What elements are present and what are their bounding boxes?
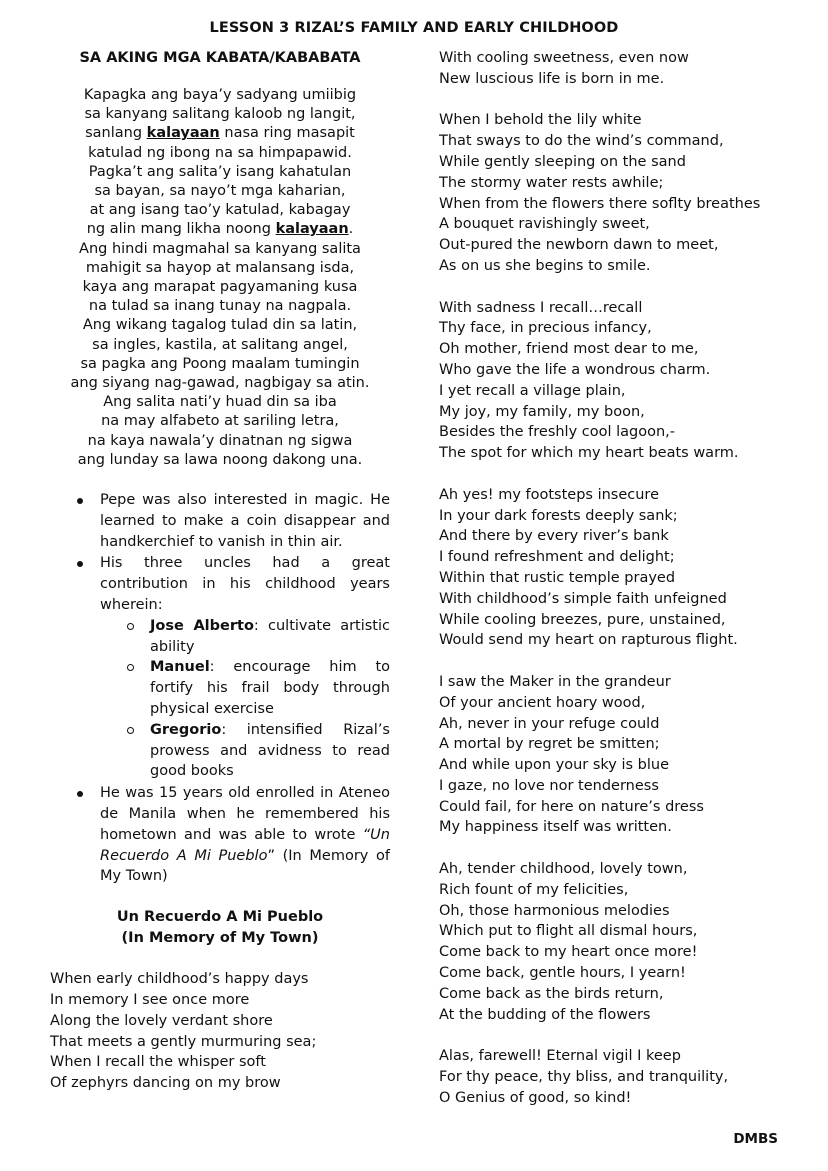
uncle-item <box>100 616 390 658</box>
stanza-line: Come back as the birds return, <box>439 985 664 1002</box>
stanza-line: With cooling sweetness, even now <box>439 50 689 66</box>
stanza-line: With sadness I recall…recall <box>439 299 643 316</box>
uncle-desc: : encourage him to fortify his frail body through physical exercise <box>150 659 390 718</box>
poem1-line: ang siyang nag-gawad, nagbigay sa atin. <box>70 375 370 392</box>
bullet-ateneo-poem-name: “Un Recuerdo A Mi Pueblo <box>100 826 390 864</box>
left-column <box>50 48 390 1094</box>
uncle-name: Gregorio <box>150 721 222 738</box>
stanza-line: Oh mother, friend most dear to me, <box>439 341 699 358</box>
stanza-line: I found refreshment and delight; <box>439 549 675 566</box>
stanza-line: Out-pured the newborn dawn to meet, <box>439 237 719 254</box>
bullet-uncles-text: His three uncles had a great contribution in his childhood years wherein: <box>100 555 390 614</box>
poem1-line: Ang wikang tagalog tulad din sa latin, <box>82 317 358 334</box>
uncle-item <box>100 657 390 719</box>
stanza-line: Alas, farewell! Eternal vigil I keep <box>439 1048 681 1065</box>
stanza-line: Which put to flight all dismal hours, <box>439 923 698 940</box>
stanza <box>439 48 814 90</box>
stanza-line: My joy, my family, my boon, <box>439 403 645 420</box>
stanza-line: Ah, never in your refuge could <box>439 715 660 732</box>
stanza-line: Rich fount of my felicities, <box>439 881 629 898</box>
poem1-line: katulad ng ibong na sa himpapawid. <box>88 144 352 161</box>
stanza-line: A mortal by regret be smitten; <box>439 736 660 753</box>
bullet-ateneo-text: He was 15 years old enrolled in Ateneo de Manila when he remembered his hometown and was able to wrote <box>100 785 390 843</box>
uncles-list <box>100 616 390 782</box>
uncle-name: Jose Alberto <box>150 617 254 634</box>
bullet-dot <box>77 791 83 797</box>
stanza-line: While gently sleeping on the sand <box>439 153 686 170</box>
stanza-line: At the budding of the flowers <box>439 1006 651 1023</box>
poem2-line: When early childhood’s happy days <box>50 971 309 988</box>
poem2-title-line1: Un Recuerdo A Mi Pueblo <box>116 909 324 926</box>
stanza-line: Would send my heart on rapturous flight. <box>439 632 738 649</box>
poem1-line: na tulad sa inang tunay na nagpala. <box>88 298 352 315</box>
stanza-line: Come back to my heart once more! <box>439 944 698 961</box>
stanza-line: Come back, gentle hours, I yearn! <box>439 965 686 982</box>
bullet-magic-text: Pepe was also interested in magic. He learned to make a coin disappear and handkerchief to vanish in thin air. <box>100 492 390 550</box>
stanza <box>439 1046 814 1108</box>
poem2-line: That meets a gently murmuring sea; <box>50 1033 317 1050</box>
poem1-line: na may alfabeto at sariling letra, <box>101 413 339 430</box>
stanza-gap <box>439 277 814 298</box>
right-column <box>439 48 814 1109</box>
poem2-title <box>50 907 390 949</box>
stanza-line: Ah yes! my footsteps insecure <box>439 486 659 503</box>
poem1-line: sa kanyang salitang kaloob ng langit, <box>84 106 356 123</box>
bullet-ateneo <box>50 783 390 887</box>
poem2-line: Of zephyrs dancing on my brow <box>50 1075 281 1092</box>
poem1-title: SA AKING MGA KABATA/KABABATA <box>79 50 361 66</box>
stanza-line: While cooling breezes, pure, unstained, <box>439 611 726 628</box>
stanza-line: Besides the freshly cool lagoon,- <box>439 424 676 441</box>
uncle-desc: : intensified Rizal’s prowess and avidness to read good books <box>150 721 390 780</box>
bullet-list <box>50 490 390 887</box>
stanza-line: Thy face, in precious infancy, <box>439 320 652 337</box>
stanza-line: In your dark forests deeply sank; <box>439 507 678 524</box>
stanza-line: A bouquet ravishingly sweet, <box>439 216 650 233</box>
stanza-line: Who gave the life a wondrous charm. <box>439 361 711 378</box>
page-title: LESSON 3 RIZAL’S FAMILY AND EARLY CHILDHOOD <box>209 20 619 36</box>
stanza-line: Within that rustic temple prayed <box>439 569 676 586</box>
stanza-gap <box>439 1025 814 1046</box>
bullet-dot <box>77 561 83 567</box>
poem1-line: Ang hindi magmahal sa kanyang salita <box>79 240 361 257</box>
poem1-keyword: kalayaan <box>275 221 349 238</box>
poem1-line: Kapagka ang baya’y sadyang umiibig <box>83 87 357 103</box>
poem2-body <box>50 969 390 1094</box>
bullet-magic <box>50 490 390 552</box>
poem1-line: Pagka’t ang salita’y isang kahatulan <box>88 163 352 180</box>
stanza-gap <box>439 838 814 859</box>
poem2-line: When I recall the whisper soft <box>50 1054 266 1071</box>
poem1-line: na kaya nawala’y dinatnan ng sigwa <box>87 432 353 449</box>
poem1-keyword: kalayaan <box>146 125 220 142</box>
bullet-dot <box>77 498 83 504</box>
stanza-line: Oh, those harmonious melodies <box>439 902 670 919</box>
stanza-line: For thy peace, thy bliss, and tranquility, <box>439 1069 729 1086</box>
poem1-line: mahigit sa hayop at malansang isda, <box>85 259 355 276</box>
stanza-line: My happiness itself was written. <box>439 819 672 836</box>
stanza-line: When I behold the lily white <box>439 112 642 129</box>
stanza <box>439 672 814 838</box>
stanza-line: Ah, tender childhood, lovely town, <box>439 861 688 878</box>
stanza <box>439 859 814 1025</box>
poem1-line: Ang salita nati’y huad din sa iba <box>103 394 337 411</box>
stanza-line: I gaze, no love nor tenderness <box>439 777 659 794</box>
poem2-line: In memory I see once more <box>50 992 250 1008</box>
poem2-title-line2: (In Memory of My Town) <box>121 930 319 947</box>
bullet-ateneo-suffix: ” (In Memory of My Town) <box>100 847 390 885</box>
stanza-gap <box>439 90 814 111</box>
poem1-line: kaya ang marapat pagyamaning kusa <box>82 279 358 296</box>
stanza-line: The stormy water rests awhile; <box>439 174 664 191</box>
stanza-gap <box>439 651 814 672</box>
poem1-line: sa pagka ang Poong maalam tumingin <box>80 355 360 372</box>
uncle-item <box>100 720 390 782</box>
stanza <box>439 485 814 651</box>
stanza-gap <box>439 464 814 485</box>
poem1-line: sanlang kalayaan nasa ring masapit <box>85 125 355 142</box>
stanza-line: The spot for which my heart beats warm. <box>439 445 739 462</box>
stanza-line: With childhood’s simple faith unfeigned <box>439 590 727 607</box>
poem1-body <box>50 86 390 470</box>
sub-bullet-circle <box>127 727 134 734</box>
stanza-line: And while upon your sky is blue <box>439 757 669 774</box>
uncle-name: Manuel <box>150 659 210 676</box>
stanza-line: When from the flowers there soflty breathes <box>439 195 761 212</box>
sub-bullet-circle <box>127 623 134 630</box>
stanza <box>439 298 814 464</box>
poem1-line: ng alin mang likha noong kalayaan. <box>86 221 354 238</box>
footer-initials: DMBS <box>733 1131 778 1147</box>
sub-bullet-circle <box>127 664 134 671</box>
bullet-uncles <box>50 553 390 782</box>
stanza <box>439 110 814 276</box>
poem2-continuation <box>439 48 814 1109</box>
stanza-line: O Genius of good, so kind! <box>439 1089 632 1106</box>
uncle-desc: : cultivate artistic ability <box>150 617 390 655</box>
poem1-line: sa ingles, kastila, at salitang angel, <box>92 336 348 353</box>
stanza-line: Of your ancient hoary wood, <box>439 694 646 711</box>
poem1-line: sa bayan, sa nayo’t mga kaharian, <box>94 183 346 200</box>
stanza-line: I yet recall a village plain, <box>439 382 626 399</box>
stanza-line: As on us she begins to smile. <box>439 257 651 274</box>
stanza-line: New luscious life is born in me. <box>439 70 665 87</box>
stanza-line: Could fail, for here on nature’s dress <box>439 798 704 815</box>
poem1-line: ang lunday sa lawa noong dakong una. <box>77 451 363 468</box>
stanza-line: That sways to do the wind’s command, <box>439 133 724 150</box>
stanza-line: And there by every river’s bank <box>439 528 669 545</box>
poem2-line: Along the lovely verdant shore <box>50 1012 273 1029</box>
stanza-line: I saw the Maker in the grandeur <box>439 673 671 690</box>
poem1-line: at ang isang tao’y katulad, kabagay <box>89 202 351 219</box>
